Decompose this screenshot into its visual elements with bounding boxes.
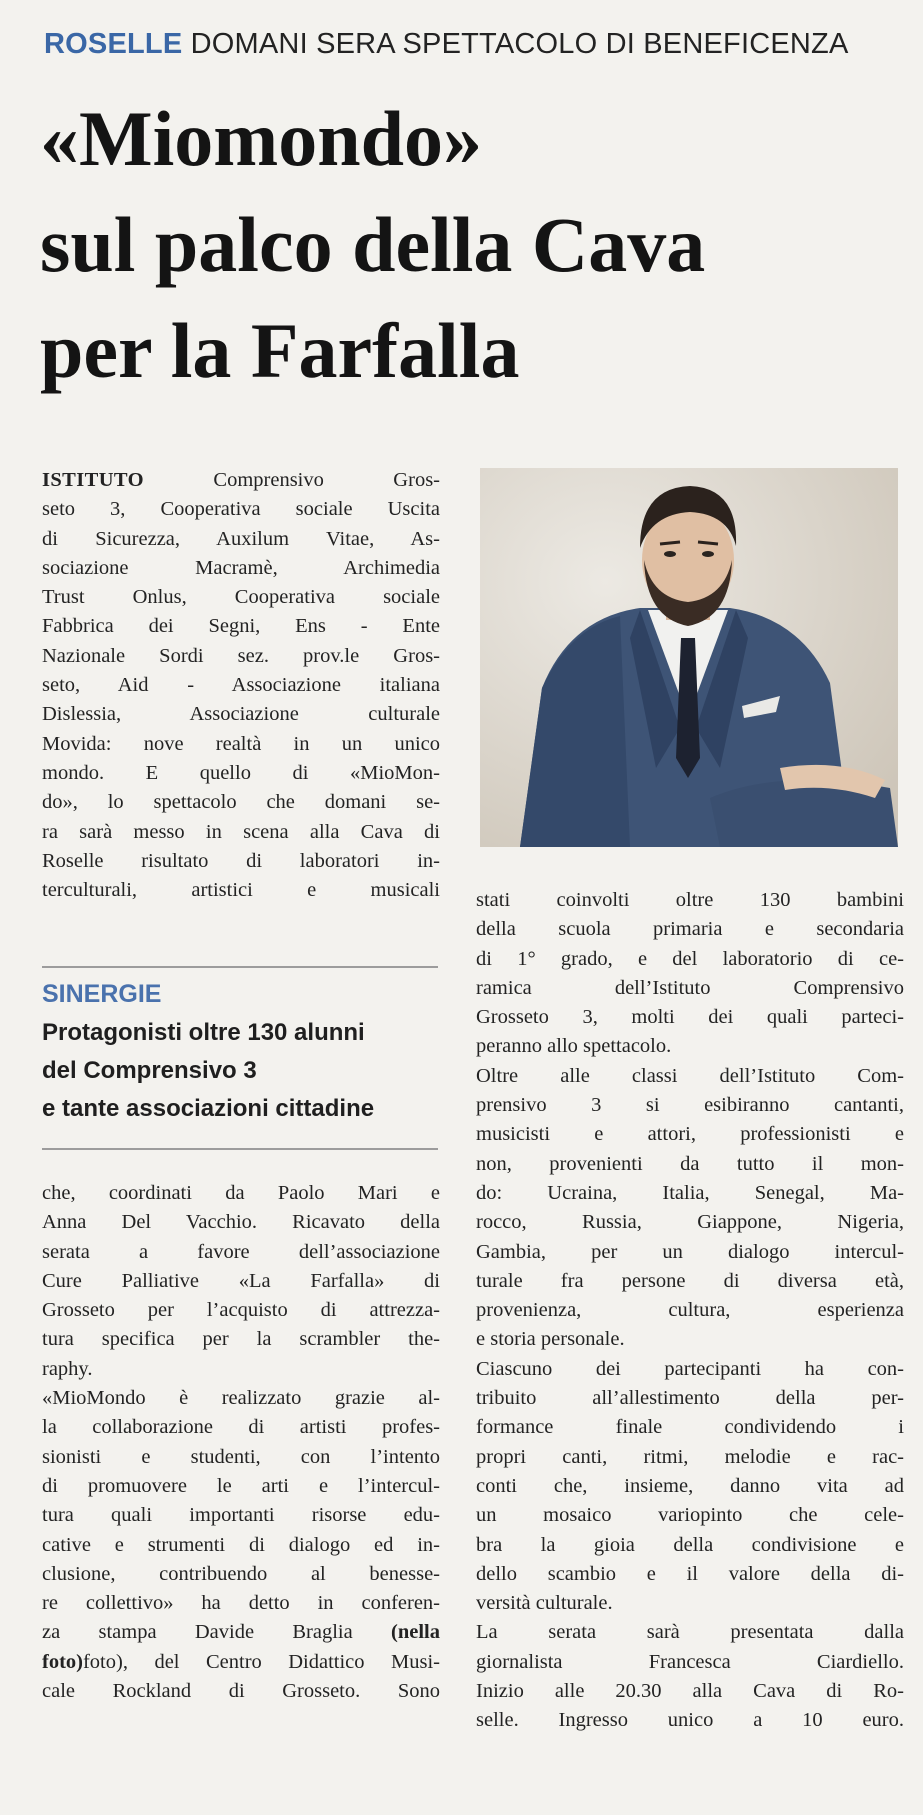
divider-rule [42,1148,438,1150]
body-line: e storia personale. [476,1328,625,1351]
body-line: Movida: nove realtà in un unico [42,732,440,755]
headline-line: «Miomondo» [40,95,483,182]
portrait-illustration [480,468,898,847]
body-line: provenienza, cultura, esperienza [476,1299,904,1322]
body-line: formance finale condividendo i [476,1416,904,1439]
body-line: selle. Ingresso unico a 10 euro. [476,1709,904,1732]
body-right-column [476,886,904,1736]
kicker-text: DOMANI SERA SPETTACOLO DI BENEFICENZA [190,28,849,60]
body-line: propri canti, ritmi, melodie e rac- [476,1445,904,1468]
body-line: Dislessia, Associazione culturale [42,703,440,726]
lead-word: ISTITUTO [42,469,144,491]
body-line: rocco, Russia, Giappone, Nigeria, [476,1211,904,1234]
body-line: di 1° grado, e del laboratorio di ce- [476,947,904,970]
headline-line: per la Farfalla [40,307,520,394]
sidebox-tag: SINERGIE [42,980,162,1008]
bold-text: foto) [42,1650,83,1673]
sidebox-text [42,1014,438,1128]
body-line: di Sicurezza, Auxilum Vitae, As- [42,527,440,550]
body-line: mondo. E quello di «MioMon- [42,761,440,784]
body-line: stati coinvolti oltre 130 bambini [476,889,904,911]
body-line [42,1648,440,1677]
body-line: cale Rockland di Grosseto. Sono [42,1680,440,1703]
body-line: seto, Aid - Associazione italiana [42,674,440,697]
body-text: Comprensivo Gros- [143,469,440,491]
body-line [42,1618,440,1647]
body-line: Roselle risultato di laboratori in- [42,849,440,872]
body-line: Nazionale Sordi sez. prov.le Gros- [42,644,440,667]
body-line: ramica dell’Istituto Comprensivo [476,976,904,999]
body-line: do: Ucraina, Italia, Senegal, Ma- [476,1181,904,1204]
body-text: foto), del Centro Didattico Musi- [82,1650,440,1673]
body-line: non, provenienti da tutto il mon- [476,1152,904,1175]
body-line: tura specifica per la scrambler the- [42,1328,440,1351]
body-line: che, coordinati da Paolo Mari e [42,1182,440,1204]
body-line: peranno allo spettacolo. [476,1035,672,1058]
body-line: prensivo 3 si esibiranno cantanti, [476,1094,904,1117]
body-line: cative e strumenti di dialogo ed in- [42,1533,440,1556]
body-line: ra sarà messo in scena alla Cava di [42,820,440,843]
body-text: za stampa Davide Braglia [42,1621,392,1644]
body-line: Fabbrica dei Segni, Ens - Ente [42,615,440,638]
headline-line: sul palco della Cava [40,201,706,288]
body-line: Cure Palliative «La Farfalla» di [42,1269,440,1292]
body-line: serata a favore dell’associazione [42,1240,440,1263]
body-line: giornalista Francesca Ciardiello. [476,1650,904,1673]
body-line: Grosseto per l’acquisto di attrezza- [42,1299,440,1322]
body-line: dello scambio e il valore della di- [476,1562,904,1585]
body-line: Trust Onlus, Cooperativa sociale [42,586,440,609]
body-line: musicisti e attori, professionisti e [476,1123,904,1146]
body-line: raphy. [42,1357,93,1380]
body-line: della scuola primaria e secondaria [476,918,904,941]
body-line: terculturali, artistici e musicali [42,879,440,902]
sidebox-line: del Comprensivo 3 [42,1057,257,1084]
body-line: do», lo spettacolo che domani se- [42,791,440,814]
body-line: seto 3, Cooperativa sociale Uscita [42,498,440,521]
divider-rule [42,966,438,968]
body-line [42,466,440,495]
body-line: sionisti e studenti, con l’intento [42,1445,440,1468]
body-line: Grosseto 3, molti dei quali parteci- [476,1006,904,1029]
body-line: Inizio alle 20.30 alla Cava di Ro- [476,1680,904,1703]
body-line: turale fra persone di diversa età, [476,1269,904,1292]
body-line: sociazione Macramè, Archimedia [42,556,440,579]
body-line: «MioMondo è realizzato grazie al- [42,1387,440,1410]
sidebox-line: Protagonisti oltre 130 alunni [42,1019,365,1046]
body-line: Ciascuno dei partecipanti ha con- [476,1357,904,1380]
body-line: tribuito all’allestimento della per- [476,1387,904,1410]
body-line: re collettivo» ha detto in conferen- [42,1592,440,1615]
kicker-tag: ROSELLE [44,28,183,60]
body-line: la collaborazione di artisti profes- [42,1416,440,1439]
body-left-column [42,1179,440,1706]
bold-text: (nella [391,1621,440,1644]
body-line: versità culturale. [476,1592,613,1615]
kicker [44,28,904,61]
body-line: Anna Del Vacchio. Ricavato della [42,1211,440,1234]
body-line: Oltre alle classi dell’Istituto Com- [476,1064,904,1087]
intro-column [42,466,440,905]
body-line: Gambia, per un dialogo intercul- [476,1240,904,1263]
body-line: La serata sarà presentata dalla [476,1621,904,1644]
body-line: clusione, contribuendo al benesse- [42,1562,440,1585]
body-line: un mosaico variopinto che cele- [476,1504,904,1527]
body-line: di promuovere le arti e l’intercul- [42,1474,440,1497]
portrait-photo [480,468,898,847]
sidebox-line: e tante associazioni cittadine [42,1095,375,1122]
headline [40,86,910,404]
body-line: tura quali importanti risorse edu- [42,1504,440,1527]
body-line: conti che, insieme, danno vita ad [476,1474,904,1497]
body-line: bra la gioia della condivisione e [476,1533,904,1556]
